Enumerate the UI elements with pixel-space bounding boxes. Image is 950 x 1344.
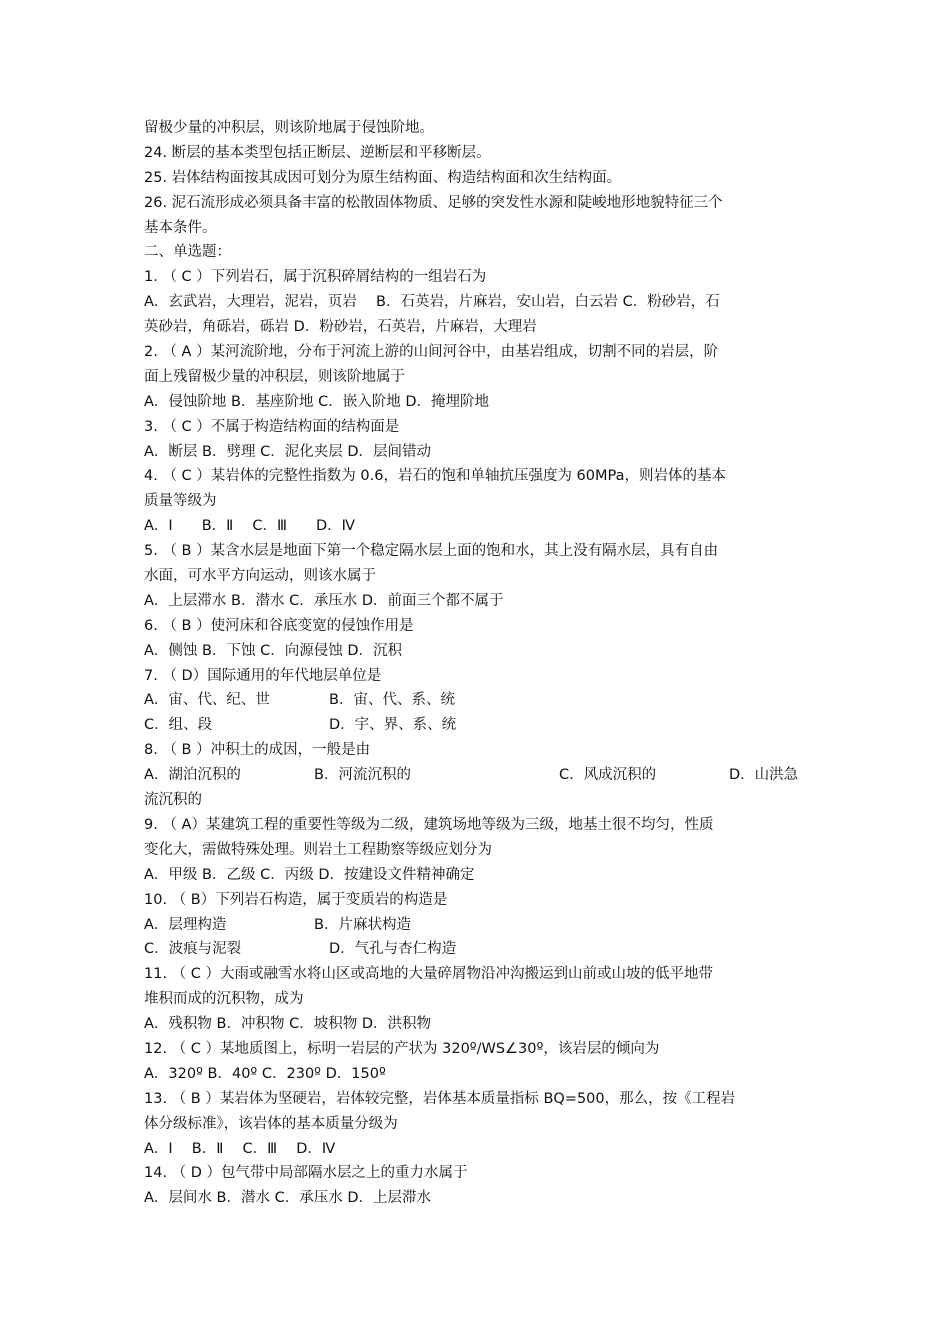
- question-11-stem-line-2: 堆积而成的沉积物，成为: [144, 991, 304, 1008]
- question-1-options-line-2: 英砂岩，角砾岩，砾岩 D．粉砂岩，石英岩，片麻岩，大理岩: [144, 319, 537, 336]
- question-7-stem: 7. （ D）国际通用的年代地层单位是: [144, 667, 382, 684]
- question-8-option-d: D．山洪急: [729, 767, 799, 784]
- question-9-options: A．甲级 B．乙级 C．丙级 D．按建设文件精神确定: [144, 866, 475, 883]
- question-3-stem: 3. （ C ）不属于构造结构面的结构面是: [144, 418, 400, 435]
- question-8-option-c: C．风成沉积的: [559, 767, 657, 784]
- question-7-options-row-1: [144, 688, 808, 713]
- question-10-option-a: A．层理构造: [144, 916, 227, 933]
- question-4-stem-line-2: 质量等级为: [144, 493, 217, 510]
- document-body: [144, 116, 808, 1211]
- question-2-stem-line-2: 面上残留极少量的冲积层，则该阶地属于: [144, 368, 405, 385]
- question-10-options-row-2: [144, 937, 808, 962]
- question-7-option-d: D．宇、界、系、统: [329, 717, 457, 734]
- text-line: 24. 断层的基本类型包括正断层、逆断层和平移断层。: [144, 144, 491, 161]
- question-1-options-line-1: A．玄武岩，大理岩，泥岩，页岩 B．石英岩，片麻岩，安山岩，白云岩 C．粉砂岩，石: [144, 294, 720, 311]
- question-7-option-b: B．宙、代、系、统: [329, 692, 455, 709]
- question-9-stem-line-2: 变化大，需做特殊处理。则岩土工程勘察等级应划分为: [144, 841, 492, 858]
- question-7-options-row-2: [144, 713, 808, 738]
- question-8-option-a: A．湖泊沉积的: [144, 767, 241, 784]
- question-8-option-d-continued: 流沉积的: [144, 792, 202, 809]
- question-12-stem: 12. （ C ）某地质图上，标明一岩层的产状为 320º/WS∠30º，该岩层的倾向为: [144, 1040, 660, 1057]
- question-8-stem: 8. （ B ）冲积土的成因，一般是由: [144, 742, 371, 759]
- question-10-option-b: B．片麻状构造: [314, 916, 411, 933]
- text-line: 留极少量的冲积层，则该阶地属于侵蚀阶地。: [144, 120, 434, 136]
- question-10-option-d: D．气孔与杏仁构造: [329, 941, 457, 958]
- section-title: 二、单选题：: [144, 244, 231, 261]
- question-8-options-row: [144, 763, 808, 788]
- question-7-option-c: C．组、段: [144, 717, 213, 734]
- question-10-options-row-1: [144, 913, 808, 938]
- question-2-stem-line-1: 2. （ A ）某河流阶地，分布于河流上游的山间河谷中，由基岩组成，切割不同的岩层，阶: [144, 344, 719, 361]
- question-10-stem: 10. （ B）下列岩石构造，属于变质岩的构造是: [144, 891, 448, 908]
- question-5-options: A．上层滞水 B．潜水 C．承压水 D．前面三个都不属于: [144, 592, 504, 609]
- question-6-stem: 6. （ B ）使河床和谷底变宽的侵蚀作用是: [144, 617, 414, 634]
- item-26-line-1: 26. 泥石流形成必须具备丰富的松散固体物质、足够的突发性水源和陡峻地形地貌特征三个: [144, 194, 723, 211]
- question-1-stem: 1. （ C ）下列岩石，属于沉积碎屑结构的一组岩石为: [144, 269, 487, 286]
- question-2-options: A．侵蚀阶地 B．基座阶地 C．嵌入阶地 D．掩埋阶地: [144, 393, 489, 410]
- question-14-stem: 14. （ D ）包气带中局部隔水层之上的重力水属于: [144, 1165, 468, 1182]
- text-line: 25. 岩体结构面按其成因可划分为原生结构面、构造结构面和次生结构面。: [144, 169, 622, 186]
- question-11-stem-line-1: 11. （ C ）大雨或融雪水将山区或高地的大量碎屑物沿冲沟搬运到山前或山坡的低平地带: [144, 966, 714, 983]
- question-7-option-a: A．宙、代、纪、世: [144, 692, 270, 709]
- question-5-stem-line-1: 5. （ B ）某含水层是地面下第一个稳定隔水层上面的饱和水，其上没有隔水层，具有自由: [144, 543, 719, 560]
- question-6-options: A．侧蚀 B．下蚀 C．向源侵蚀 D．沉积: [144, 642, 402, 659]
- question-12-options: A．320º B．40º C．230º D．150º: [144, 1065, 386, 1082]
- question-9-stem-line-1: 9. （ A）某建筑工程的重要性等级为二级，建筑场地等级为三级，地基土很不均匀，性质: [144, 816, 714, 833]
- question-13-stem-line-1: 13. （ B ）某岩体为坚硬岩，岩体较完整，岩体基本质量指标 BQ=500，那么，按《工程岩: [144, 1090, 736, 1107]
- question-4-options: A．Ⅰ B．Ⅱ C．Ⅲ D．Ⅳ: [144, 518, 356, 535]
- question-10-option-c: C．波痕与泥裂: [144, 941, 242, 958]
- question-13-stem-line-2: 体分级标准》，该岩体的基本质量分级为: [144, 1115, 398, 1132]
- question-5-stem-line-2: 水面，可水平方向运动，则该水属于: [144, 568, 376, 585]
- question-11-options: A．残积物 B．冲积物 C．坡积物 D．洪积物: [144, 1016, 431, 1033]
- question-4-stem-line-1: 4. （ C ）某岩体的完整性指数为 0.6，岩石的饱和单轴抗压强度为 60MPa，则岩体的基本: [144, 468, 727, 485]
- item-26-line-2: 基本条件。: [144, 219, 217, 236]
- question-14-options: A．层间水 B．潜水 C．承压水 D．上层滞水: [144, 1190, 431, 1207]
- question-8-option-b: B．河流沉积的: [314, 767, 411, 784]
- question-3-options: A．断层 B．劈理 C．泥化夹层 D．层间错动: [144, 443, 431, 460]
- question-13-options: A．Ⅰ B．Ⅱ C．Ⅲ D．Ⅳ: [144, 1140, 336, 1157]
